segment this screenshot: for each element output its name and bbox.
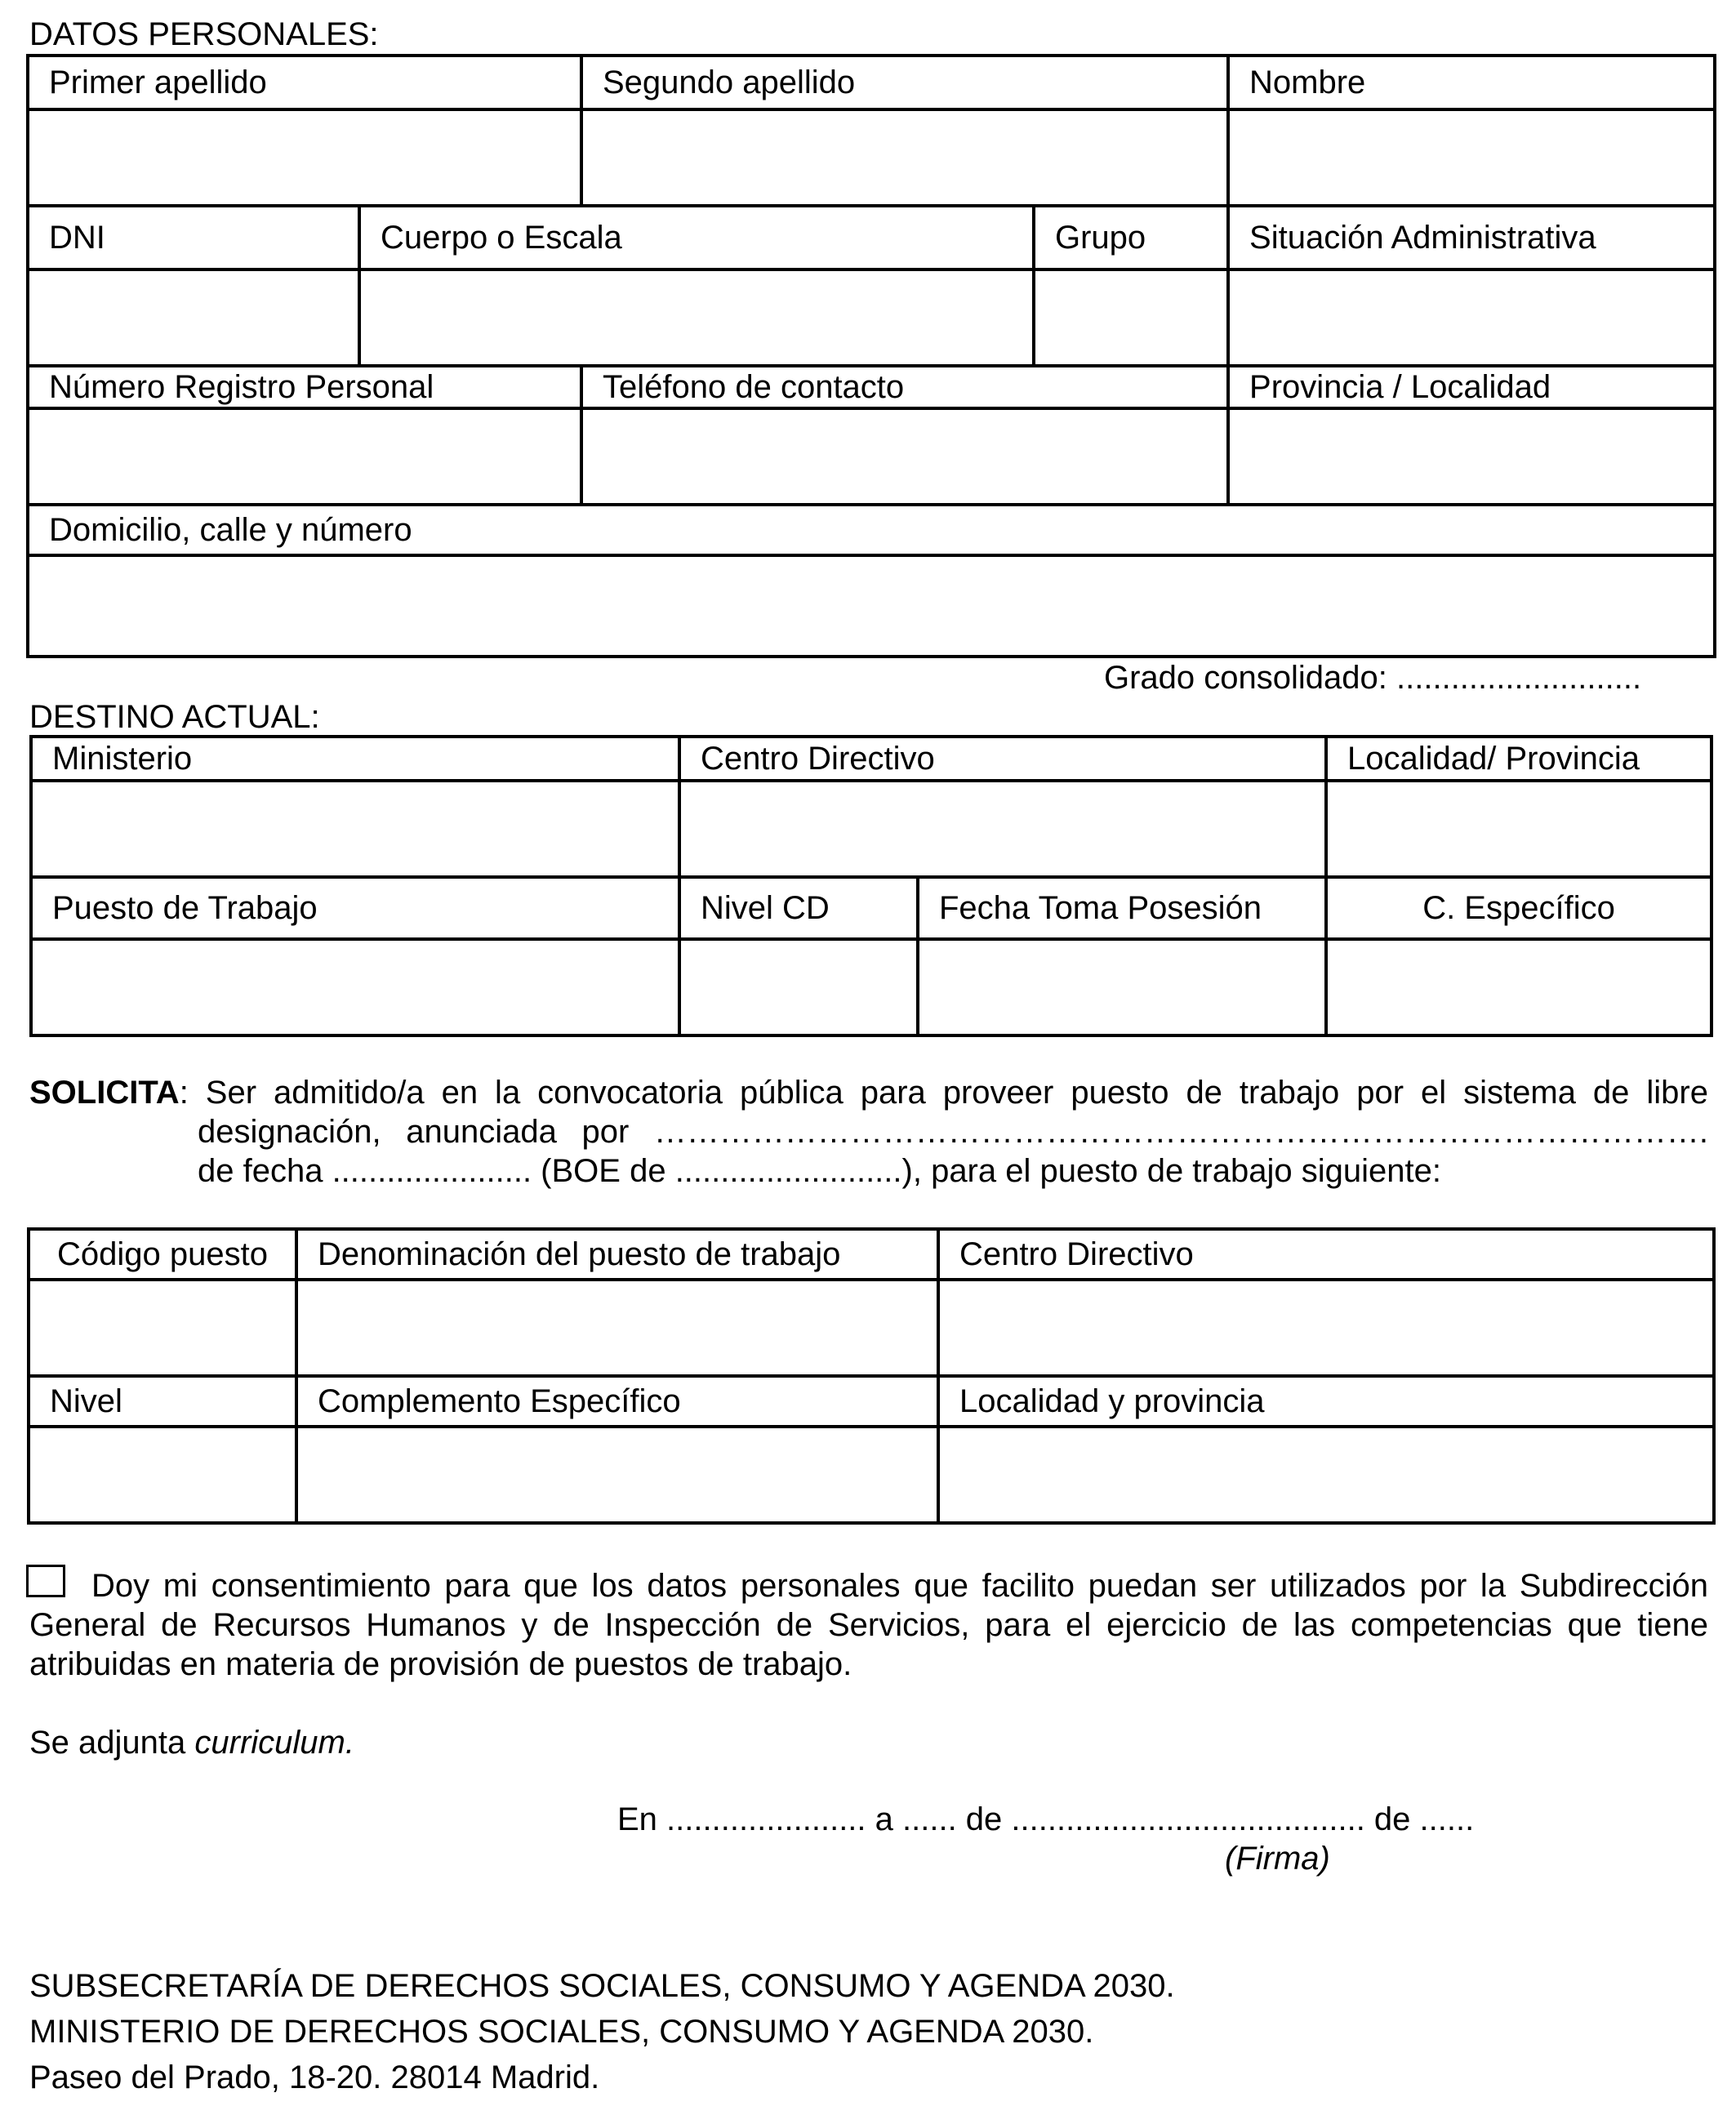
- footer-ministerio: MINISTERIO DE DERECHOS SOCIALES, CONSUMO Y AGENDA 2030.: [29, 2014, 1094, 2050]
- provincia-field[interactable]: [1228, 408, 1715, 505]
- telefono-label: Teléfono de contacto: [581, 366, 1228, 408]
- destino-section-title: DESTINO ACTUAL:: [29, 699, 320, 735]
- fecha-toma-posesion-field[interactable]: [918, 939, 1326, 1035]
- dni-label: DNI: [28, 206, 359, 269]
- nombre-label: Nombre: [1228, 56, 1715, 109]
- domicilio-label: Domicilio, calle y número: [28, 505, 1715, 555]
- codigo-puesto-label: Código puesto: [29, 1229, 296, 1280]
- nivel-cd-label: Nivel CD: [679, 877, 918, 939]
- grado-consolidado: Grado consolidado: ...........................: [1104, 660, 1642, 696]
- adjunta-prefix: Se adjunta: [29, 1725, 195, 1761]
- complemento-especifico-label: Complemento Específico: [296, 1376, 938, 1427]
- nrp-field[interactable]: [28, 408, 581, 505]
- grupo-label: Grupo: [1034, 206, 1228, 269]
- telefono-field[interactable]: [581, 408, 1228, 505]
- destino-table: [29, 735, 1713, 1037]
- primer-apellido-field[interactable]: [28, 109, 581, 206]
- codigo-puesto-field[interactable]: [29, 1280, 296, 1376]
- nombre-field[interactable]: [1228, 109, 1715, 206]
- domicilio-field[interactable]: [28, 555, 1715, 657]
- consent-line-2: General de Recursos Humanos y de Inspección de Servicios, para el ejercicio de las competencias que tiene: [29, 1607, 1708, 1643]
- segundo-apellido-field[interactable]: [581, 109, 1228, 206]
- consent-line-1: Doy mi consentimiento para que los datos personales que facilito puedan ser utilizados por la Subdirección: [91, 1568, 1708, 1604]
- centro-directivo-solicitado-label: Centro Directivo: [938, 1229, 1714, 1280]
- adjunta-text: [29, 1725, 354, 1761]
- situacion-label: Situación Administrativa: [1228, 206, 1715, 269]
- nivel-label: Nivel: [29, 1376, 296, 1427]
- dni-field[interactable]: [28, 269, 359, 366]
- localidad-y-provincia-field[interactable]: [938, 1427, 1714, 1523]
- consent-checkbox[interactable]: [26, 1565, 65, 1597]
- solicita-line-3: de fecha ...................... (BOE de .........................), para el puesto de trabajo siguiente:: [198, 1153, 1441, 1189]
- grupo-field[interactable]: [1034, 269, 1228, 366]
- provincia-label: Provincia / Localidad: [1228, 366, 1715, 408]
- solicita-line-2: designación, anunciada por …………………………………………………………………………………….: [198, 1114, 1708, 1150]
- solicita-line-1: [29, 1075, 1708, 1111]
- centro-directivo-label: Centro Directivo: [679, 737, 1326, 781]
- firma-lugar-fecha: En ...................... a ...... de ....................................... de ......: [617, 1801, 1475, 1837]
- segundo-apellido-label: Segundo apellido: [581, 56, 1228, 109]
- localidad-provincia-field[interactable]: [1326, 781, 1712, 877]
- personal-data-table: [26, 54, 1716, 658]
- firma-label: (Firma): [1225, 1841, 1330, 1877]
- ministerio-field[interactable]: [31, 781, 679, 877]
- adjunta-curriculum: curriculum.: [194, 1725, 354, 1761]
- centro-directivo-solicitado-field[interactable]: [938, 1280, 1714, 1376]
- ministerio-label: Ministerio: [31, 737, 679, 781]
- personal-section-title: DATOS PERSONALES:: [29, 16, 379, 52]
- primer-apellido-label: Primer apellido: [28, 56, 581, 109]
- cuerpo-escala-label: Cuerpo o Escala: [359, 206, 1034, 269]
- solicita-label: SOLICITA: [29, 1075, 180, 1111]
- footer-direccion: Paseo del Prado, 18-20. 28014 Madrid.: [29, 2059, 600, 2095]
- fecha-toma-posesion-label: Fecha Toma Posesión: [918, 877, 1326, 939]
- localidad-provincia-label: Localidad/ Provincia: [1326, 737, 1712, 781]
- denominacion-label: Denominación del puesto de trabajo: [296, 1229, 938, 1280]
- puesto-trabajo-field[interactable]: [31, 939, 679, 1035]
- localidad-y-provincia-label: Localidad y provincia: [938, 1376, 1714, 1427]
- solicita-text: : Ser admitido/a en la convocatoria pública para proveer puesto de trabajo por el sistema de libre: [179, 1075, 1708, 1111]
- nrp-label: Número Registro Personal: [28, 366, 581, 408]
- denominacion-field[interactable]: [296, 1280, 938, 1376]
- consent-line-3: atribuidas en materia de provisión de puestos de trabajo.: [29, 1646, 852, 1682]
- footer-subsecretaria: SUBSECRETARÍA DE DERECHOS SOCIALES, CONSUMO Y AGENDA 2030.: [29, 1968, 1175, 2004]
- nivel-cd-field[interactable]: [679, 939, 918, 1035]
- situacion-field[interactable]: [1228, 269, 1715, 366]
- cuerpo-escala-field[interactable]: [359, 269, 1034, 366]
- puesto-solicitado-table: [27, 1227, 1716, 1525]
- c-especifico-field[interactable]: [1326, 939, 1712, 1035]
- complemento-especifico-field[interactable]: [296, 1427, 938, 1523]
- nivel-field[interactable]: [29, 1427, 296, 1523]
- centro-directivo-field[interactable]: [679, 781, 1326, 877]
- puesto-trabajo-label: Puesto de Trabajo: [31, 877, 679, 939]
- c-especifico-label: C. Específico: [1326, 877, 1712, 939]
